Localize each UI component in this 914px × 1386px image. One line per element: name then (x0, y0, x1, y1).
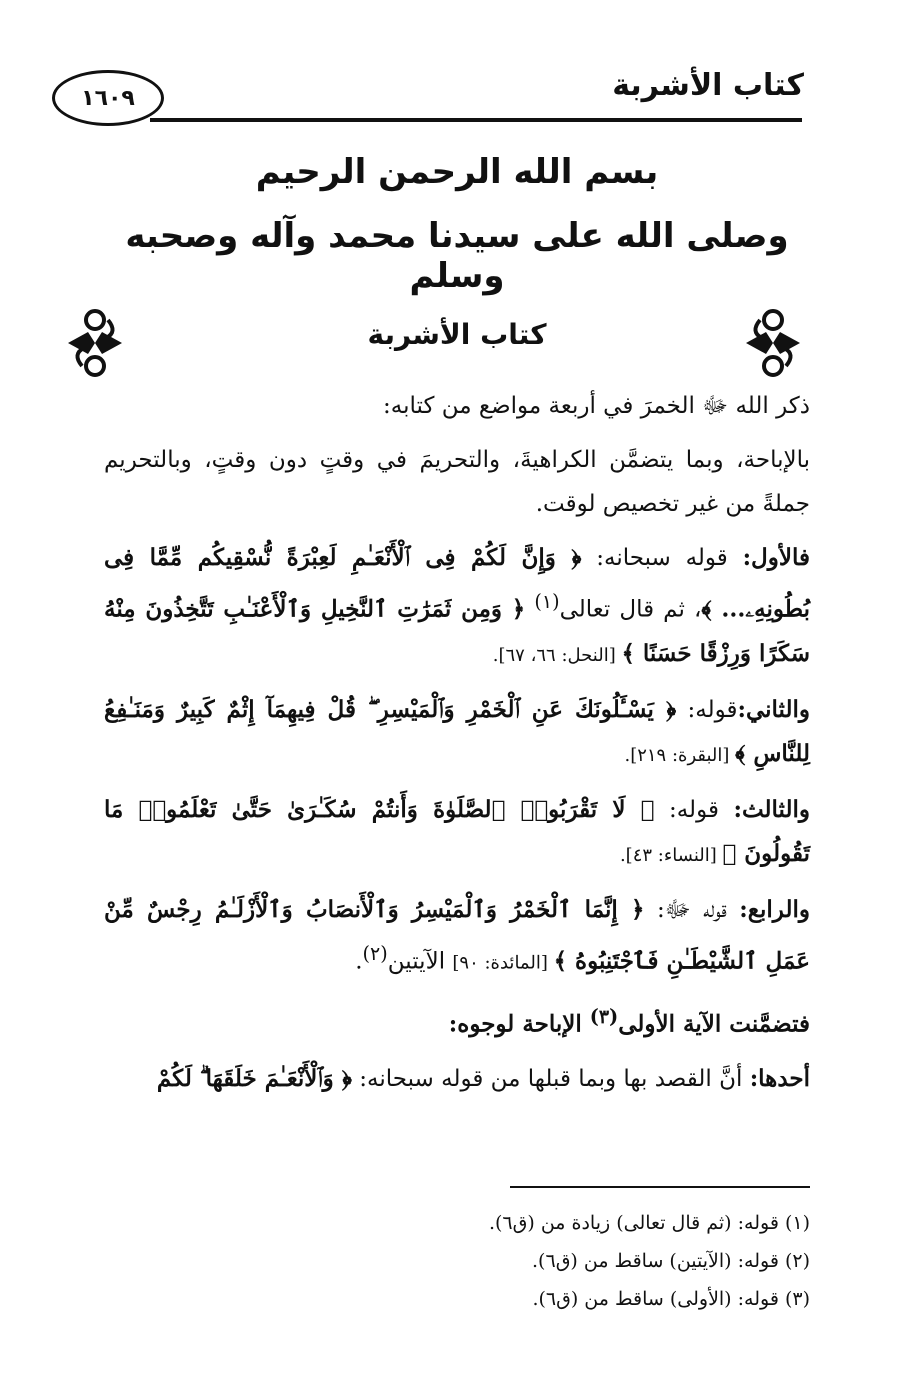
fourth-text-c: . (355, 948, 363, 975)
paragraph-aspect-one (104, 1057, 810, 1101)
first-text-a: قوله سبحانه: (581, 545, 743, 571)
ornament-right-icon (740, 302, 806, 384)
header-rule (150, 118, 802, 122)
second-quran: ﴿ يَسْـَٔلُونَكَ عَنِ ٱلْخَمْرِ وَٱلْمَيْسِرِ ۖ قُلْ فِيهِمَآ إِثْمٌ كَبِيرٌ وَمَنَـٰفِعُ لِلنَّاسِ ﴾ (104, 695, 810, 767)
aspect-one-lead: أحدها: (749, 1064, 810, 1092)
aspects-text-b: الإباحة لوجوه: (448, 1010, 590, 1038)
paragraph-categories: بالإباحة، وبما يتضمَّن الكراهيةَ، والتحريمَ في وقتٍ دون وقتٍ، وبالتحريم جملةً من غير تخصيص لوقت. (104, 447, 810, 517)
fourth-reference: [المائدة: ٩٠] (452, 952, 554, 974)
fourth-lead: والرابع: (739, 895, 810, 923)
first-text-b: ، ثم قال تعالى (559, 596, 702, 623)
second-text: قوله: (676, 696, 738, 723)
aspect-one-text: أنَّ القصد بها وبما قبلها من قوله سبحانه: (351, 1065, 750, 1092)
page-number-text: ١٦٠٩ (81, 85, 135, 111)
fourth-text-b: الآيتين (387, 948, 453, 975)
third-quran: ﴿ لَا تَقْرَبُوا۟ ٱلصَّلَوٰةَ وَأَنتُمْ سُكَـٰرَىٰ حَتَّىٰ تَعْلَمُوا۟ مَا تَقُولُونَ ﴾ (104, 795, 810, 867)
third-text: قوله: (654, 796, 734, 823)
paragraph-second (104, 688, 810, 778)
footnote-2: (٢) قوله: (الآيتين) ساقط من (ق٦). (532, 1250, 810, 1272)
paragraph-intro: ذكر الله ﷻ الخمرَ في أربعة مواضع من كتابه: (383, 393, 810, 419)
first-lead: فالأول: (742, 544, 810, 571)
footnote-marker-3: (٣) (589, 1005, 619, 1029)
first-quran-1: ﴿ وَإِنَّ لَكُمْ فِى ٱلْأَنْعَـٰمِ لَعِبْرَةً نُّسْقِيكُم مِّمَّا فِى بُطُونِهِۦ... ﴾ (104, 544, 810, 623)
first-text-c (525, 597, 534, 623)
footnote-marker-1: (١) (534, 590, 560, 613)
second-reference: [البقرة: ٢١٩]. (624, 744, 736, 766)
third-reference: [النساء: ٤٣]. (619, 844, 723, 866)
fourth-text-a: قوله ﷻ: (644, 896, 740, 923)
first-quran-2: ﴿ وَمِن ثَمَرَٰتِ ٱلنَّخِيلِ وَٱلْأَعْنَـٰبِ تَتَّخِذُونَ مِنْهُ سَكَرًا وَرِزْقًا حَسَنًا ﴾ (104, 595, 810, 667)
footnote-marker-2: (٢) (362, 941, 388, 965)
book-heading: كتاب الأشربة (367, 318, 547, 351)
third-lead: والثالث: (733, 795, 810, 823)
aspects-text-a: فتضمَّنت الآية الأولى (618, 1010, 810, 1038)
paragraph-first (104, 536, 810, 678)
fourth-quran: ﴿ إِنَّمَا ٱلْخَمْرُ وَٱلْمَيْسِرُ وَٱلْأَنصَابُ وَٱلْأَزْلَـٰمُ رِجْسٌ مِّنْ عَمَلِ ٱلشَّيْطَـٰنِ فَٱجْتَنِبُوهُ ﴾ (104, 895, 810, 975)
aspect-one-quran: ﴿ وَٱلْأَنْعَـٰمَ خَلَقَهَا ۗ لَكُمْ (156, 1064, 352, 1092)
footnotes (104, 1204, 810, 1318)
page-number (52, 70, 164, 126)
salawat-line: وصلى الله على سيدنا محمد وآله وصحبه وسلم (125, 216, 789, 296)
basmala: بسم الله الرحمن الرحيم (255, 152, 659, 192)
body-text (104, 384, 810, 1111)
footnote-3: (٣) قوله: (الأولى) ساقط من (ق٦). (532, 1288, 810, 1310)
footnote-1: (١) قوله: (ثم قال تعالى) زيادة من (ق٦). (488, 1212, 810, 1234)
first-reference: [النحل: ٦٦، ٦٧]. (492, 644, 622, 666)
paragraph-fourth (104, 888, 810, 986)
paragraph-third (104, 788, 810, 878)
ornament-left-icon (62, 302, 128, 384)
running-title: كتاب الأشربة (612, 68, 804, 103)
second-lead: والثاني: (737, 695, 810, 723)
paragraph-aspects-heading (104, 995, 810, 1047)
footnote-rule (510, 1186, 810, 1188)
